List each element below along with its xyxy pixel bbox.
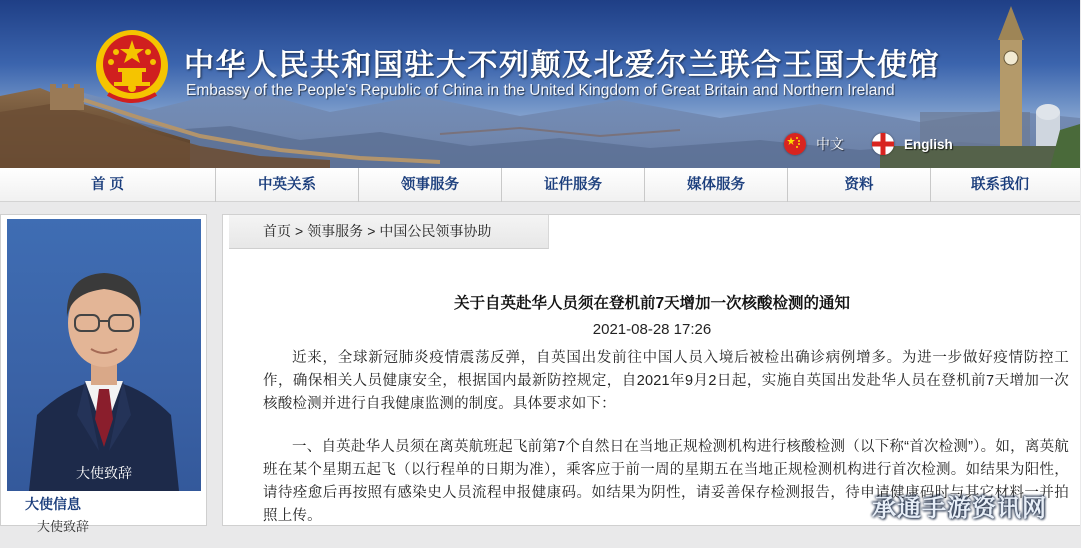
breadcrumb-current[interactable]: 中国公民领事协助 — [379, 223, 492, 239]
nav-item-contact-us[interactable]: 联系我们 — [971, 177, 1029, 193]
nav-item-home[interactable]: 首 页 — [0, 168, 216, 202]
england-flag-icon — [872, 133, 894, 155]
article-title: 关于自英赴华人员须在登机前7天增加一次核酸检测的通知 — [453, 295, 851, 312]
nav-item-resources[interactable]: 资料 — [788, 168, 931, 202]
article-panel — [222, 214, 1080, 526]
nav-item-media-services[interactable]: 媒体服务 — [645, 168, 788, 202]
language-english-label: English — [904, 136, 953, 152]
ambassador-speech-label[interactable]: 大使致辞 — [76, 465, 132, 481]
breadcrumb-separator: > — [295, 223, 304, 239]
ambassador-photo[interactable] — [7, 219, 201, 491]
article-date: 2021-08-28 17:26 — [592, 321, 712, 338]
language-chinese-link[interactable] — [784, 132, 844, 156]
ambassador-info-link[interactable]: 大使致辞 — [37, 519, 90, 534]
header-banner — [0, 0, 1080, 168]
breadcrumb-separator: > — [367, 223, 376, 239]
breadcrumb-consular[interactable]: 领事服务 — [307, 223, 364, 239]
site-watermark: 承通手游资讯网 — [872, 494, 1047, 522]
ambassador-info-heading: 大使信息 — [7, 491, 201, 517]
embassy-title-english: Embassy of the People's Republic of China in the United Kingdom of Great Britain and Northern Ireland — [186, 82, 895, 99]
nav-item-consular-services[interactable]: 领事服务 — [359, 168, 502, 202]
sidebar — [0, 214, 207, 534]
china-flag-icon — [784, 133, 806, 155]
language-chinese-label: 中文 — [816, 136, 844, 152]
nav-item-china-uk-relations[interactable]: 中英关系 — [216, 168, 359, 202]
national-emblem-icon — [94, 28, 170, 108]
article-paragraph: 一、自英赴华人员须在离英航班起飞前第7个自然日在当地正规检测机构进行核酸检测（以下称“首次检测”）。如，离英航班在某个星期五起飞（以行程单的日期为准），乘客应于前一周的星期五在当地正规检测机构进行首次检测。如结果为阳性，请待痊愈后再按照有感染史人员流程申报健康码。如结果为阴性，请妥善保存检测报告，待申请健康码时与其它材料一并拍照上传。 — [263, 439, 1069, 524]
nav-item-document-services[interactable]: 证件服务 — [502, 168, 645, 202]
ambassador-portrait — [7, 219, 201, 491]
embassy-title-chinese: 中华人民共和国驻大不列颠及北爱尔兰联合王国大使馆 — [184, 48, 940, 83]
breadcrumb-home[interactable]: 首页 — [263, 223, 291, 239]
language-english-link[interactable] — [872, 132, 953, 156]
main-navigation — [0, 168, 1080, 202]
breadcrumb — [229, 215, 549, 249]
article-paragraph: 近来，全球新冠肺炎疫情震荡反弹，自英国出发前往中国人员入境后被检出确诊病例增多。为进一步做好疫情防控工作，确保相关人员健康安全，根据国内最新防控规定，自2021年9月2日起，实施自英国出发赴华人员在登机前7天增加一次核酸检测并进行自我健康监测的制度。具体要求如下： — [263, 350, 1069, 412]
